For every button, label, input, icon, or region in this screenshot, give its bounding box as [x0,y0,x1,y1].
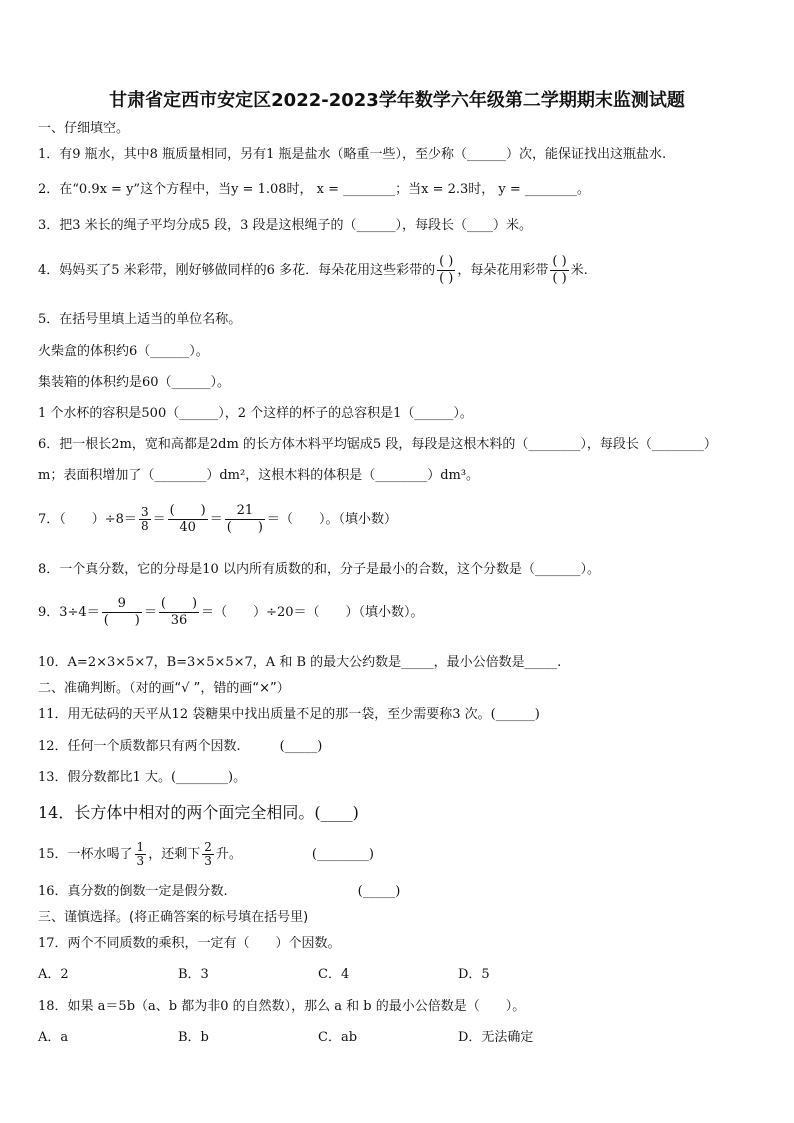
blank-fraction: $\frac{( )}{36}$ [160,596,198,628]
fraction: $\frac{1}{3}$ [136,840,145,868]
question-7-text-a: 7．（ ）÷8＝ [38,512,137,527]
option-c: C．ab [318,1030,358,1045]
question-1: 1．有9 瓶水，其中8 瓶质量相同，另有1 瓶是盐水（略重一些），至少称（______）次，能保证找出这瓶盐水. [38,147,667,162]
question-8: 8．一个真分数，它的分母是10 以内所有质数的和，分子是最小的合数，这个分数是（_______）。 [38,562,600,577]
section-heading-2: 二、准确判断。（对的画“√ ”，错的画“×”） [38,681,290,696]
page-title: 甘肃省定西市安定区2022-2023学年数学六年级第二学期期末监测试题 [109,90,685,111]
option-a: A．2 [38,967,69,982]
section-heading-3: 三、谨慎选择。(将正确答案的标号填在括号里) [38,910,309,925]
question-5c: 1 个水杯的容积是500（______），2 个这样的杯子的总容积是1（______）。 [38,406,473,421]
blank-fraction: $\frac{( )}{( )}$ [552,254,567,286]
option-b: B．b [178,1030,209,1045]
question-6a: 6．把一根长2m，宽和高都是2dm 的长方体木料平均锯成5 段，每段是这根木料的（________），每段长（________） [38,437,717,452]
question-9-text-a: 9．3÷4＝ [38,605,100,620]
option-b: B．3 [178,967,209,982]
blank-fraction: $\frac{21}{( )}$ [226,503,263,535]
question-17: 17．两个不同质数的乘积，一定有（ ）个因数。 [38,936,341,951]
question-9-text-b: （ ）÷20＝（ ）（填小数）。 [214,605,424,620]
question-15 [38,836,764,874]
blank-fraction: $\frac{( )}{( )}$ [439,254,454,286]
section-heading-1: 一、仔细填空。 [38,121,130,136]
question-15-text-a: 15．一杯水喝了 [38,847,133,862]
option-a: A．a [38,1030,69,1045]
question-4-text-b: ，每朵花用彩带 [457,263,549,278]
question-15-text-b: ，还剩下 [148,847,201,862]
question-4-text-a: 4．妈妈买了5 米彩带，刚好够做同样的6 多花．每朵花用这些彩带的 [38,263,436,278]
question-5a: 火柴盒的体积约6（______）。 [38,344,209,359]
question-12: 12．任何一个质数都只有两个因数. (_____) [38,739,323,754]
option-c: C．4 [318,967,350,982]
question-7: 7．（ ）÷8＝ $\frac{3}{8}$ ＝ $\frac{( )}{40}$ ＝ $\frac{21}{( )}$ ＝（ ）。（填小数） [38,503,397,535]
answer-blank: (________) [311,847,375,862]
question-14: 14．长方体中相对的两个面完全相同。(____) [38,803,359,822]
question-10: 10．A=2×3×5×7，B=3×5×5×7，A 和 B 的最大公约数是_____，最小公倍数是_____. [38,655,562,670]
question-4-text-c: 米. [570,263,588,278]
option-d: D．5 [458,967,490,982]
question-18: 18．如果 a＝5b（a、b 都为非0 的自然数），那么 a 和 b 的最小公倍数是（ ）。 [38,999,526,1014]
question-13: 13．假分数都比1 大。(________)。 [38,770,247,785]
question-7-text-b: （ ）。（填小数） [279,512,397,527]
question-15-text-c: 升。 [215,847,242,862]
question-3: 3．把3 米长的绳子平均分成5 段，3 段是这根绳子的（______），每段长（____）米。 [38,218,532,233]
question-5b: 集装箱的体积约是60（______）。 [38,375,231,390]
question-11: 11．用无砝码的天平从12 袋糖果中找出质量不足的那一袋，至少需要称3 次。(______) [38,707,540,722]
question-17-options [38,966,764,984]
question-6b: m；表面积增加了（________）dm²，这根木料的体积是（________）dm³。 [38,468,480,483]
blank-fraction: $\frac{( )}{40}$ [169,503,206,535]
question-16: 16．真分数的倒数一定是假分数. (_____) [38,884,401,899]
question-9: 9．3÷4＝ $\frac{9}{( )}$ ＝ $\frac{( )}{36}$ ＝（ ）÷20＝（ ）（填小数）。 [38,596,424,628]
question-18-options [38,1029,764,1047]
option-d: D．无法确定 [458,1030,534,1045]
question-5: 5．在括号里填上适当的单位名称。 [38,312,242,327]
blank-fraction: $\frac{9}{( )}$ [103,596,140,628]
fraction: $\frac{3}{8}$ [140,505,149,533]
fraction: $\frac{2}{3}$ [204,840,212,868]
question-4 [38,254,764,288]
question-2: 2．在“0.9x = y”这个方程中，当y = 1.08时， x = ________；当x = 2.3时， y = ________。 [38,182,590,197]
